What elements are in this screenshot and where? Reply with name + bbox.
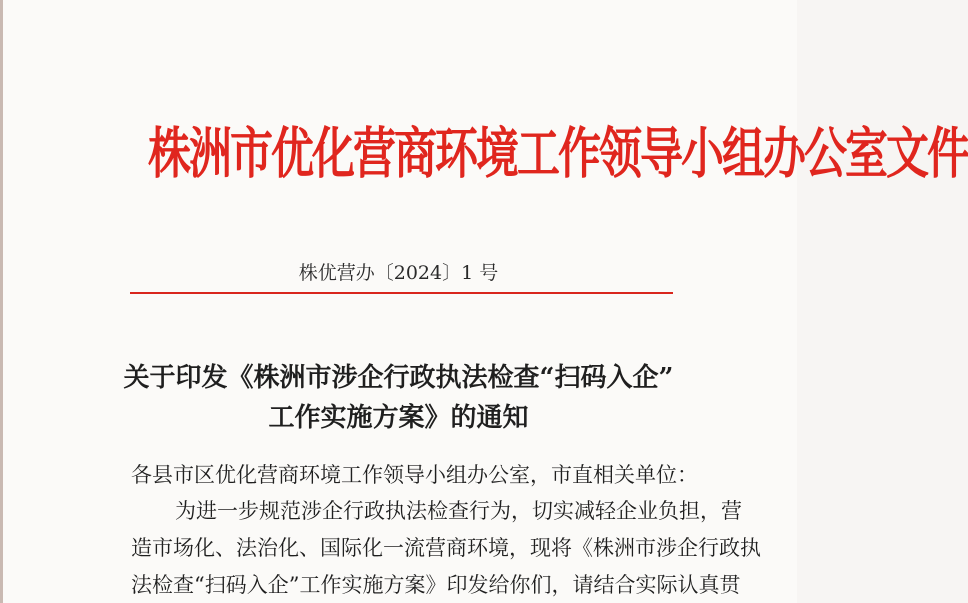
body-line: 造市场化、法治化、国际化一流营商环境，现将《株洲市涉企行政执 [131,536,761,560]
issuer-title: 株洲市优化营商环境工作领导小组办公室文件 [148,122,968,187]
notice-title-line-2: 工作实施方案》的通知 [268,403,529,433]
addressee-line: 各县市区优化营商环境工作领导小组办公室，市直相关单位： [131,463,698,487]
notice-title-line-1: 关于印发《株洲市涉企行政执法检查“扫码入企” [123,363,674,393]
red-divider-line [130,292,673,294]
body-line: 法检查“扫码入企”工作实施方案》印发给你们，请结合实际认真贯 [131,573,741,597]
page-edge [0,0,3,603]
document-number: 株优营办〔2024〕1 号 [298,262,499,284]
body-line: 为进一步规范涉企行政执法检查行为，切实减轻企业负担，营 [175,499,742,523]
